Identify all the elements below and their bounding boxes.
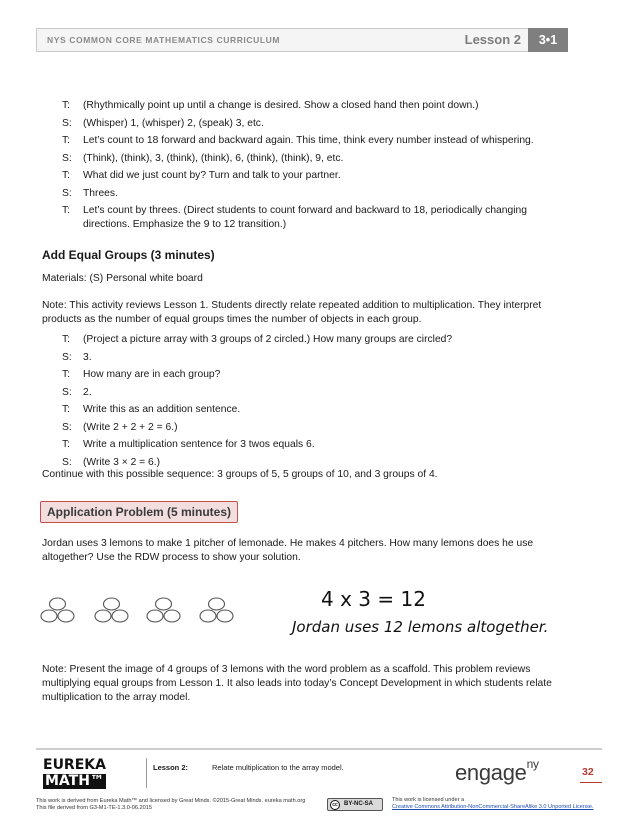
speaker: T: <box>62 439 71 450</box>
dialogue-line <box>62 368 562 386</box>
student-work-equation: 4 x 3 = 12 <box>321 587 426 611</box>
cc-icon: cc <box>330 800 340 810</box>
dialogue-line <box>62 99 562 117</box>
application-problem-title: Application Problem (5 minutes) <box>40 501 238 523</box>
continue-sequence: Continue with this possible sequence: 3 groups of 5, 5 groups of 10, and 3 groups of 4. <box>42 469 438 480</box>
curriculum-title: NYS COMMON CORE MATHEMATICS CURRICULUM <box>47 35 281 45</box>
license-link[interactable]: Creative Commons Attribution-NonCommercial-ShareAlike 3.0 Unported License. <box>392 804 594 810</box>
engageny-logo <box>455 756 539 786</box>
credit-line-2: This file derived from G3-M1-TE-1.3.0-06.2015 <box>36 805 152 811</box>
dialogue-text: (Think), (think), 3, (think), (think), 6, (think), (think), 9, etc. <box>83 152 344 164</box>
fluency-dialogue <box>62 99 562 236</box>
logo-line-1: EUREKA <box>43 757 106 773</box>
brand-sup: ny <box>526 756 539 771</box>
license-line-1: This work is licensed under a <box>392 797 465 803</box>
dialogue-text: What did we just count by? Turn and talk to your partner. <box>83 170 341 181</box>
dialogue-line <box>62 152 562 170</box>
dialogue-text: (Rhythmically point up until a change is desired. Show a closed hand then point down.) <box>83 100 479 111</box>
speaker: S: <box>62 421 72 433</box>
dialogue-line <box>62 421 562 439</box>
footer-divider <box>146 758 147 788</box>
application-problem-text: Jordan uses 3 lemons to make 1 pitcher of lemonade. He makes 4 pitchers. How many lemons does he use altogether? Use the RDW process to show your solution. <box>42 538 534 563</box>
materials-line: Materials: (S) Personal white board <box>42 273 203 284</box>
page-number: 32 <box>582 766 594 778</box>
dialogue-text: 2. <box>83 386 92 398</box>
speaker: S: <box>62 117 72 129</box>
page-number-rule <box>580 782 602 783</box>
speaker: T: <box>62 100 71 111</box>
cc-badge-text: BY-NC-SA <box>344 801 374 807</box>
add-equal-groups-title: Add Equal Groups (3 minutes) <box>42 248 215 262</box>
speaker: T: <box>62 334 71 345</box>
add-equal-groups-note: Note: This activity reviews Lesson 1. Students directly relate repeated addition to multiplication. They interpret products as the number of equal groups times the number of objects in each group. <box>42 300 542 325</box>
brand-text: engage <box>455 760 527 785</box>
speaker: S: <box>62 187 72 199</box>
module-badge: 3•1 <box>528 28 568 52</box>
page-header <box>36 28 568 52</box>
lemon-group <box>95 598 128 622</box>
dialogue-line <box>62 204 562 236</box>
speaker: T: <box>62 205 71 216</box>
dialogue-text: 3. <box>83 351 92 363</box>
footer-lesson-label: Lesson 2: <box>153 763 189 772</box>
dialogue-text: How many are in each group? <box>83 369 221 380</box>
dialogue-text: Threes. <box>83 187 118 199</box>
dialogue-text: Let’s count by threes. (Direct students to count forward and backward to 18, periodically changing directions. Emphasize the 9 to 12 transition.) <box>83 205 527 230</box>
dialogue-line <box>62 438 562 456</box>
dialogue-text: (Whisper) 1, (whisper) 2, (speak) 3, etc. <box>83 117 264 129</box>
lemon-groups-illustration <box>40 592 260 624</box>
speaker: T: <box>62 404 71 415</box>
credit-line-1: This work is derived from Eureka Math™ and licensed by Great Minds. ©2015-Great Minds. eureka math.org <box>36 798 306 804</box>
license-text <box>392 797 593 811</box>
speaker: T: <box>62 135 71 146</box>
dialogue-text: Write this as an addition sentence. <box>83 404 241 415</box>
dialogue-text: (Write 3 × 2 = 6.) <box>83 456 161 468</box>
dialogue-line <box>62 169 562 187</box>
speaker: S: <box>62 456 72 468</box>
dialogue-line <box>62 134 562 152</box>
lemon-group <box>147 598 180 622</box>
dialogue-line <box>62 187 562 205</box>
dialogue-text: Write a multiplication sentence for 3 twos equals 6. <box>83 439 315 450</box>
dialogue-text: Let’s count to 18 forward and backward again. This time, think every number instead of whispering. <box>83 135 534 146</box>
dialogue-line <box>62 403 562 421</box>
speaker: T: <box>62 369 71 380</box>
equal-groups-dialogue <box>62 333 562 473</box>
lesson-label: Lesson 2 <box>464 32 521 47</box>
footer-credit <box>36 798 305 812</box>
footer-lesson-topic: Relate multiplication to the array model. <box>212 763 344 772</box>
eureka-math-logo <box>43 758 106 789</box>
dialogue-text: (Project a picture array with 3 groups of 2 circled.) How many groups are circled? <box>83 334 453 345</box>
dialogue-line <box>62 117 562 135</box>
student-work-sentence: Jordan uses 12 lemons altogether. <box>292 618 549 636</box>
speaker: S: <box>62 386 72 398</box>
lemon-group <box>200 598 233 622</box>
dialogue-text: (Write 2 + 2 + 2 = 6.) <box>83 421 178 433</box>
application-problem-note: Note: Present the image of 4 groups of 3 lemons with the word problem as a scaffold. This problem reviews multiplying equal groups from Lesson 1. It also leads into today’s Concept Development in which students relate multiplication to the array model. <box>42 664 552 703</box>
dialogue-line <box>62 386 562 404</box>
dialogue-line <box>62 351 562 369</box>
footer-rule <box>36 748 602 750</box>
speaker: S: <box>62 152 72 164</box>
speaker: S: <box>62 351 72 363</box>
cc-license-badge <box>327 798 383 811</box>
logo-line-2: MATH™ <box>45 773 104 789</box>
dialogue-line <box>62 333 562 351</box>
speaker: T: <box>62 170 71 181</box>
lemon-group <box>41 598 74 622</box>
